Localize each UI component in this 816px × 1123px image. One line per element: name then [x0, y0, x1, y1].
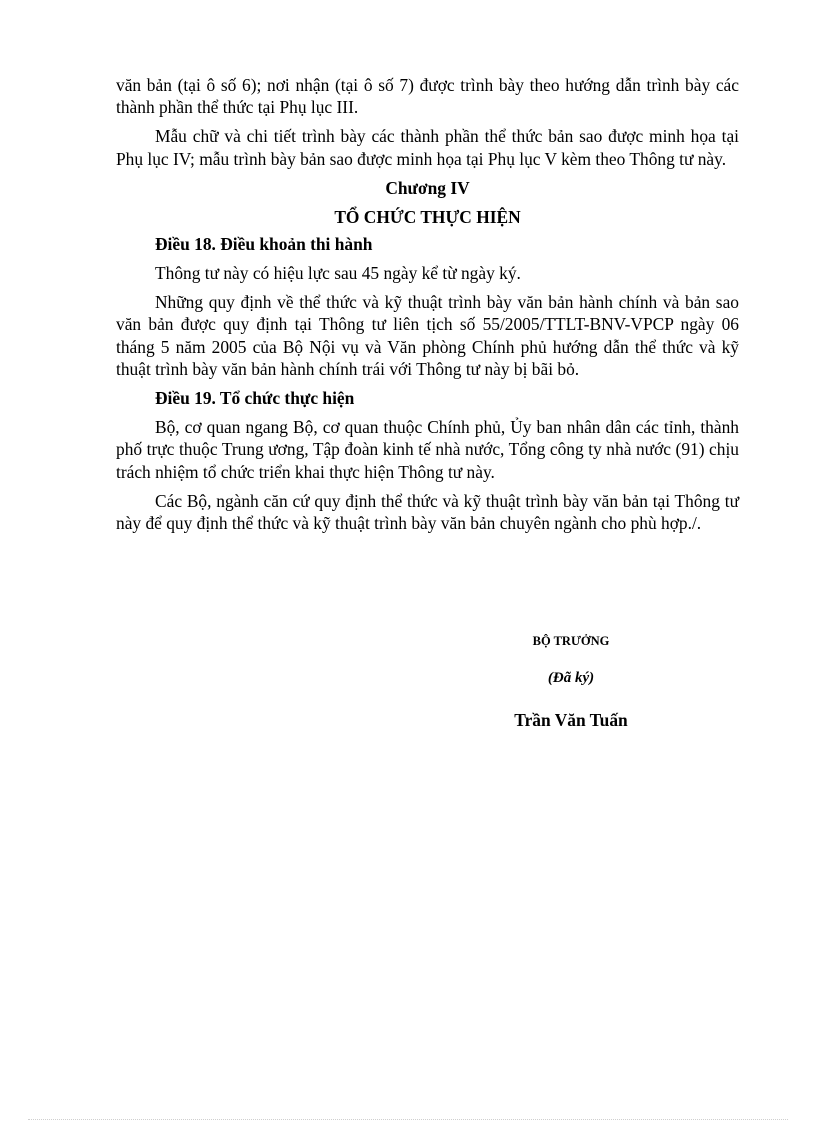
- article-18-paragraph-1: Thông tư này có hiệu lực sau 45 ngày kể từ ngày ký.: [155, 263, 521, 284]
- article-18-paragraph-2: Những quy định về thể thức và kỹ thuật trình bày văn bản hành chính và bản sao văn bản được quy định tại Thông tư liên tịch số 55/2005/TTLT-BNV-VPCP ngày 06 tháng 5 năm 2005 của Bộ Nội vụ và Văn phòng Chính phủ hướng dẫn thể thức và kỹ thuật trình bày văn bản hành chính trái với Thông tư này bị bãi bỏ.: [116, 292, 739, 379]
- chapter-title: TỔ CHỨC THỰC HIỆN: [334, 206, 521, 227]
- document-page: [116, 74, 739, 541]
- article-19-paragraph-2: Các Bộ, ngành căn cứ quy định thể thức và kỹ thuật trình bày văn bản tại Thông tư này để quy định thể thức và kỹ thuật trình bày văn bản chuyên ngành cho phù hợp./.: [116, 490, 739, 534]
- paragraph-appendix-reference: Mẫu chữ và chi tiết trình bày các thành phần thể thức bản sao được minh họa tại Phụ lục IV; mẫu trình bày bản sao được minh họa tại Phụ lục V kèm theo Thông tư này.: [116, 126, 739, 169]
- signed-note: (Đã ký): [547, 670, 595, 686]
- article-19-paragraph-1: Bộ, cơ quan ngang Bộ, cơ quan thuộc Chính phủ, Ủy ban nhân dân các tỉnh, thành phố trực thuộc Trung ương, Tập đoàn kinh tế nhà nước, Tổng công ty nhà nước (91) chịu trách nhiệm tổ chức triển khai thực hiện Thông tư này.: [116, 417, 739, 482]
- article-18-heading: Điều 18. Điều khoản thi hành: [155, 233, 373, 254]
- paragraph-continuation: văn bản (tại ô số 6); nơi nhận (tại ô số 7) được trình bày theo hướng dẫn trình bày các thành phần thể thức tại Phụ lục III.: [116, 75, 739, 118]
- article-19-heading: Điều 19. Tổ chức thực hiện: [155, 388, 355, 409]
- chapter-number: Chương IV: [385, 177, 470, 198]
- page-bottom-divider: [28, 1119, 788, 1120]
- signer-name: Trần Văn Tuấn: [514, 710, 628, 730]
- signer-title: BỘ TRƯỞNG: [532, 634, 610, 648]
